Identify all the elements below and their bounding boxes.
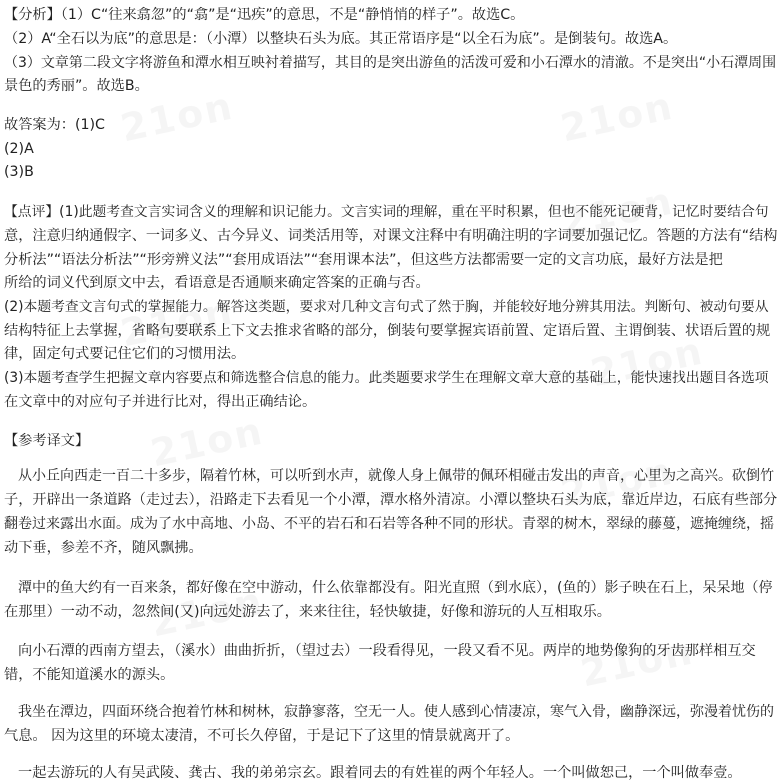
watermark	[577, 629, 698, 696]
translation-p3-line-2: 错，不能知道溪水的源头。	[4, 667, 175, 683]
translation-p5-line-1: 一起去游玩的人有吴武陵、龚古、我的弟弟宗玄。跟着同去的有姓崔的两个年轻人。一个叫做恕己，一个叫做奉壹。	[18, 765, 742, 781]
comment-line-8: (3)本题考查学生把握文章内容要点和筛选整合信息的能力。此类题要求学生在理解文章大意的基础上，能快速找出题目各选项	[4, 370, 769, 386]
analysis-line-4: 景色的秀丽”。故选B。	[4, 78, 149, 94]
translation-p1-line-1: 从小丘向西走一百二十多步，隔着竹林，可以听到水声，就像人身上佩带的佩环相碰击发出的声音，心里为之高兴。砍倒竹	[18, 468, 774, 484]
translation-p1-line-2: 子，开辟出一条道路（走过去），沿路走下去看见一个小潭，潭水格外清凉。小潭以整块石头为底，靠近岸边，石底有些部分	[4, 492, 778, 508]
answer-line-3: (3)B	[4, 164, 34, 180]
comment-line-3: 分析法”“语法分析法”“形旁辨义法”“套用成语法”“套用课本法”，但这些方法都需要一定的文言功底，最好方法是把	[4, 252, 723, 268]
translation-p4-line-2: 气息。 因为这里的环境太凄清，不可长久停留，于是记下了这里的情景就离开了。	[4, 728, 520, 744]
translation-p2-line-2: 在那里）一动不动，忽然间(又)向远处游去了，来来往往，轻快敏捷，好像和游玩的人互相取乐。	[4, 604, 611, 620]
translation-p1-line-4: 动下垂，参差不齐，随风飘拂。	[4, 540, 203, 556]
analysis-line-1: 【分析】（1）C“往来翕忽”的“翕”是“迅疾”的意思，不是“静悄悄的样子”。故选C。	[4, 7, 525, 23]
comment-line-2: 意，注意归纳通假字、一词多义、古今异义、词类活用等，对课文注释中有明确注明的字词要加强记忆。答题的方法有“结构	[4, 228, 778, 244]
translation-p1-line-3: 翻卷过来露出水面。成为了水中高地、小岛、不平的岩石和石岩等各种不同的形状。青翠的树木，翠绿的藤蔓，遮掩缠绕，摇	[4, 516, 774, 532]
translation-p2-line-1: 潭中的鱼大约有一百来条，都好像在空中游动，什么依靠都没有。阳光直照（到水底），(鱼的）影子映在石上，呆呆地（停	[18, 580, 773, 596]
answer-line-2: (2)A	[4, 141, 34, 157]
comment-line-4: 所给的词义代到原文中去，看语意是否通顺来确定答案的正确与否。	[4, 275, 430, 291]
comment-line-1: 【点评】(1)此题考查文言实词含义的理解和识记能力。文言实词的理解，重在平时积累，但也不能死记硬背，记忆时要结合句	[4, 204, 769, 220]
translation-p3-line-1: 向小石潭的西南方望去，（溪水）曲曲折折，（望过去）一段看得见，一段又看不见。两岸的地势像狗的牙齿那样相互交	[18, 643, 756, 659]
comment-line-6: 结构特征上去掌握，省略句要联系上下文去推求省略的部分，倒装句要掌握宾语前置、定语后置、主谓倒装、状语后置的规	[4, 323, 771, 339]
analysis-line-3: （3）文章第二段文字将游鱼和潭水相互映衬着描写，其目的是突出游鱼的活泼可爱和小石潭水的清澈。不是突出“小石潭周围	[4, 55, 777, 71]
translation-p4-line-1: 我坐在潭边，四面环绕合抱着竹林和树林，寂静寥落，空无一人。使人感到心情凄凉，寒气入骨，幽静深远，弥漫着忧伤的	[18, 704, 774, 720]
comment-line-9: 在文章中的对应句子并进行比对，得出正确结论。	[4, 394, 317, 410]
analysis-line-2: （2）A“全石以为底”的意思是：（小潭）以整块石头为底。其正常语序是“以全石为底”。是倒装句。故选A。	[4, 31, 678, 47]
watermark	[557, 84, 678, 151]
comment-line-7: 律，固定句式要记住它们的习惯用法。	[4, 346, 246, 362]
answer-line-1: 故答案为：(1)C	[4, 117, 105, 133]
translation-heading: 【参考译文】	[4, 433, 90, 449]
comment-line-5: (2)本题考查文言句式的掌握能力。解答这类题，要求对几种文言句式了然于胸，并能较好地分辨其用法。判断句、被动句要从	[4, 299, 769, 315]
